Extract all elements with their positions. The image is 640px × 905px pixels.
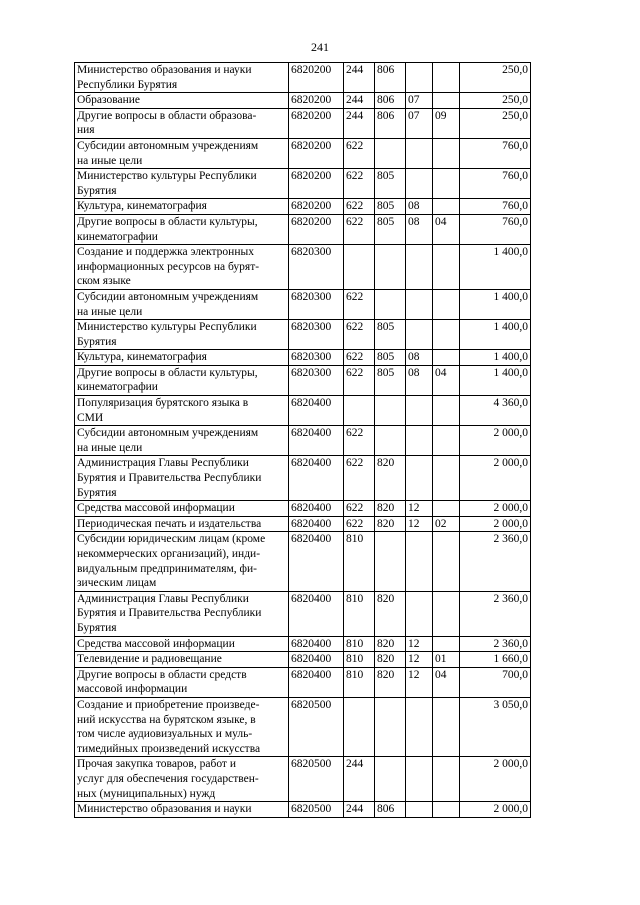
row-sum-cell: 250,0 (460, 63, 531, 93)
row-vr-cell: 244 (344, 93, 375, 109)
table-row (75, 245, 531, 290)
row-rz-cell: 12 (406, 516, 433, 532)
row-rz-cell: 12 (406, 667, 433, 697)
row-pr-cell (433, 636, 460, 652)
row-name-cell: Создание и приобретение произведе- ний искусства на бурятском языке, в том числе аудиовизуальных и муль- тимедийных произведений искусства (75, 698, 289, 757)
row-sum-cell: 2 360,0 (460, 532, 531, 591)
row-pr-cell: 02 (433, 516, 460, 532)
row-pr-cell (433, 698, 460, 757)
row-vr-cell: 622 (344, 516, 375, 532)
table-row (75, 93, 531, 109)
row-sum-cell: 3 050,0 (460, 698, 531, 757)
row-grbs-cell: 820 (375, 667, 406, 697)
row-vr-cell (344, 698, 375, 757)
row-grbs-cell (375, 532, 406, 591)
row-vr-cell: 810 (344, 667, 375, 697)
row-name-cell: Министерство культуры Республики Бурятия (75, 320, 289, 350)
row-rz-cell: 08 (406, 350, 433, 366)
table-row (75, 501, 531, 517)
row-rz-cell (406, 245, 433, 290)
row-sum-cell: 4 360,0 (460, 396, 531, 426)
row-csr-cell: 6820200 (289, 108, 344, 138)
table-row (75, 320, 531, 350)
row-vr-cell: 810 (344, 591, 375, 636)
table-row (75, 350, 531, 366)
row-pr-cell: 04 (433, 667, 460, 697)
row-name-cell: Администрация Главы Республики Бурятия и Правительства Республики Бурятия (75, 591, 289, 636)
row-pr-cell (433, 591, 460, 636)
row-rz-cell (406, 591, 433, 636)
row-csr-cell: 6820400 (289, 532, 344, 591)
row-grbs-cell (375, 757, 406, 802)
table-row (75, 138, 531, 168)
row-rz-cell (406, 63, 433, 93)
table-row (75, 757, 531, 802)
row-name-cell: Популяризация бурятского языка в СМИ (75, 396, 289, 426)
row-grbs-cell: 820 (375, 516, 406, 532)
row-grbs-cell: 805 (375, 199, 406, 215)
row-vr-cell: 622 (344, 138, 375, 168)
row-name-cell: Министерство образования и науки (75, 802, 289, 818)
row-pr-cell (433, 350, 460, 366)
row-vr-cell: 244 (344, 63, 375, 93)
row-pr-cell (433, 456, 460, 501)
row-pr-cell (433, 501, 460, 517)
row-grbs-cell: 805 (375, 365, 406, 395)
row-pr-cell (433, 169, 460, 199)
row-sum-cell: 1 400,0 (460, 245, 531, 290)
row-name-cell: Телевидение и радиовещание (75, 652, 289, 668)
row-rz-cell (406, 169, 433, 199)
row-grbs-cell: 805 (375, 214, 406, 244)
row-pr-cell (433, 93, 460, 109)
row-grbs-cell: 820 (375, 636, 406, 652)
row-name-cell: Другие вопросы в области средств массовой информации (75, 667, 289, 697)
table-row (75, 214, 531, 244)
row-rz-cell: 08 (406, 365, 433, 395)
row-sum-cell: 2 000,0 (460, 802, 531, 818)
row-rz-cell: 08 (406, 214, 433, 244)
row-grbs-cell: 805 (375, 350, 406, 366)
row-sum-cell: 250,0 (460, 108, 531, 138)
row-grbs-cell (375, 245, 406, 290)
row-name-cell: Субсидии автономным учреждениям на иные цели (75, 289, 289, 319)
row-grbs-cell (375, 289, 406, 319)
table-row (75, 532, 531, 591)
row-vr-cell: 810 (344, 532, 375, 591)
row-grbs-cell (375, 138, 406, 168)
row-grbs-cell (375, 396, 406, 426)
row-grbs-cell (375, 426, 406, 456)
row-csr-cell: 6820200 (289, 93, 344, 109)
table-row (75, 199, 531, 215)
row-pr-cell (433, 199, 460, 215)
row-rz-cell: 12 (406, 652, 433, 668)
row-name-cell: Другие вопросы в области культуры, кинематографии (75, 214, 289, 244)
row-name-cell: Другие вопросы в области образова- ния (75, 108, 289, 138)
row-rz-cell: 07 (406, 93, 433, 109)
row-sum-cell: 760,0 (460, 199, 531, 215)
table-row (75, 456, 531, 501)
row-grbs-cell: 806 (375, 63, 406, 93)
row-sum-cell: 1 400,0 (460, 365, 531, 395)
row-sum-cell: 1 660,0 (460, 652, 531, 668)
row-grbs-cell: 820 (375, 501, 406, 517)
row-rz-cell (406, 138, 433, 168)
row-pr-cell (433, 802, 460, 818)
row-csr-cell: 6820400 (289, 591, 344, 636)
row-rz-cell (406, 396, 433, 426)
row-csr-cell: 6820200 (289, 169, 344, 199)
row-vr-cell: 622 (344, 456, 375, 501)
row-csr-cell: 6820400 (289, 426, 344, 456)
row-name-cell: Другие вопросы в области культуры, кинематографии (75, 365, 289, 395)
row-csr-cell: 6820500 (289, 698, 344, 757)
row-name-cell: Средства массовой информации (75, 501, 289, 517)
row-name-cell: Образование (75, 93, 289, 109)
row-rz-cell (406, 426, 433, 456)
page-number: 241 (311, 40, 329, 54)
row-name-cell: Администрация Главы Республики Бурятия и Правительства Республики Бурятия (75, 456, 289, 501)
table-row (75, 591, 531, 636)
row-csr-cell: 6820300 (289, 245, 344, 290)
row-csr-cell: 6820300 (289, 289, 344, 319)
row-sum-cell: 1 400,0 (460, 289, 531, 319)
table-row (75, 169, 531, 199)
table-row (75, 365, 531, 395)
row-name-cell: Культура, кинематография (75, 350, 289, 366)
row-pr-cell (433, 320, 460, 350)
row-rz-cell (406, 456, 433, 501)
row-pr-cell (433, 396, 460, 426)
row-name-cell: Субсидии автономным учреждениям на иные цели (75, 426, 289, 456)
row-vr-cell: 622 (344, 169, 375, 199)
row-csr-cell: 6820400 (289, 516, 344, 532)
table-row (75, 108, 531, 138)
row-pr-cell: 04 (433, 365, 460, 395)
row-name-cell: Создание и поддержка электронных информационных ресурсов на бурят- ском языке (75, 245, 289, 290)
row-pr-cell: 04 (433, 214, 460, 244)
row-vr-cell: 622 (344, 320, 375, 350)
row-sum-cell: 1 400,0 (460, 350, 531, 366)
row-csr-cell: 6820400 (289, 456, 344, 501)
row-csr-cell: 6820200 (289, 214, 344, 244)
row-vr-cell: 244 (344, 757, 375, 802)
row-grbs-cell: 806 (375, 802, 406, 818)
row-csr-cell: 6820500 (289, 757, 344, 802)
row-name-cell: Периодическая печать и издательства (75, 516, 289, 532)
table-row (75, 516, 531, 532)
table-row (75, 396, 531, 426)
row-csr-cell: 6820400 (289, 396, 344, 426)
row-vr-cell: 244 (344, 108, 375, 138)
row-name-cell: Культура, кинематография (75, 199, 289, 215)
row-vr-cell: 622 (344, 365, 375, 395)
row-sum-cell: 2 000,0 (460, 757, 531, 802)
row-vr-cell: 622 (344, 350, 375, 366)
row-name-cell: Прочая закупка товаров, работ и услуг для обеспечения государствен- ных (муниципальных) нужд (75, 757, 289, 802)
row-csr-cell: 6820400 (289, 636, 344, 652)
row-rz-cell: 08 (406, 199, 433, 215)
row-pr-cell: 01 (433, 652, 460, 668)
table-row (75, 652, 531, 668)
row-sum-cell: 2 000,0 (460, 501, 531, 517)
row-pr-cell (433, 289, 460, 319)
row-pr-cell (433, 426, 460, 456)
row-rz-cell (406, 289, 433, 319)
row-vr-cell: 622 (344, 289, 375, 319)
row-rz-cell (406, 698, 433, 757)
row-sum-cell: 2 000,0 (460, 456, 531, 501)
row-rz-cell (406, 757, 433, 802)
row-rz-cell (406, 320, 433, 350)
row-rz-cell: 12 (406, 636, 433, 652)
row-vr-cell: 622 (344, 426, 375, 456)
table-row (75, 63, 531, 93)
row-grbs-cell: 820 (375, 456, 406, 501)
row-csr-cell: 6820400 (289, 667, 344, 697)
row-sum-cell: 2 360,0 (460, 636, 531, 652)
row-pr-cell (433, 63, 460, 93)
budget-table-body (75, 63, 531, 818)
row-csr-cell: 6820300 (289, 365, 344, 395)
row-sum-cell: 2 000,0 (460, 426, 531, 456)
table-row (75, 667, 531, 697)
row-grbs-cell: 805 (375, 169, 406, 199)
table-row (75, 426, 531, 456)
table-row (75, 802, 531, 818)
row-name-cell: Министерство культуры Республики Бурятия (75, 169, 289, 199)
row-sum-cell: 2 360,0 (460, 591, 531, 636)
row-sum-cell: 760,0 (460, 214, 531, 244)
row-pr-cell (433, 138, 460, 168)
row-sum-cell: 700,0 (460, 667, 531, 697)
row-csr-cell: 6820400 (289, 652, 344, 668)
row-vr-cell: 244 (344, 802, 375, 818)
row-vr-cell: 622 (344, 501, 375, 517)
row-sum-cell: 1 400,0 (460, 320, 531, 350)
table-row (75, 289, 531, 319)
row-rz-cell: 12 (406, 501, 433, 517)
table-row (75, 636, 531, 652)
row-vr-cell: 622 (344, 199, 375, 215)
row-csr-cell: 6820300 (289, 350, 344, 366)
row-name-cell: Министерство образования и науки Республики Бурятия (75, 63, 289, 93)
row-name-cell: Субсидии юридическим лицам (кроме некоммерческих организаций), инди- видуальным предпринимателям, фи- зическим лицам (75, 532, 289, 591)
row-csr-cell: 6820200 (289, 199, 344, 215)
row-grbs-cell: 806 (375, 108, 406, 138)
row-rz-cell (406, 532, 433, 591)
row-grbs-cell: 820 (375, 652, 406, 668)
row-rz-cell: 07 (406, 108, 433, 138)
row-sum-cell: 760,0 (460, 138, 531, 168)
row-pr-cell: 09 (433, 108, 460, 138)
row-pr-cell (433, 245, 460, 290)
row-pr-cell (433, 532, 460, 591)
row-csr-cell: 6820200 (289, 63, 344, 93)
row-vr-cell: 810 (344, 636, 375, 652)
row-sum-cell: 250,0 (460, 93, 531, 109)
row-sum-cell: 2 000,0 (460, 516, 531, 532)
row-vr-cell: 810 (344, 652, 375, 668)
row-csr-cell: 6820200 (289, 138, 344, 168)
row-name-cell: Субсидии автономным учреждениям на иные цели (75, 138, 289, 168)
row-sum-cell: 760,0 (460, 169, 531, 199)
table-row (75, 698, 531, 757)
row-rz-cell (406, 802, 433, 818)
row-name-cell: Средства массовой информации (75, 636, 289, 652)
row-vr-cell: 622 (344, 214, 375, 244)
budget-table (74, 62, 531, 818)
row-csr-cell: 6820500 (289, 802, 344, 818)
row-csr-cell: 6820300 (289, 320, 344, 350)
row-csr-cell: 6820400 (289, 501, 344, 517)
row-grbs-cell: 806 (375, 93, 406, 109)
row-grbs-cell: 805 (375, 320, 406, 350)
row-grbs-cell (375, 698, 406, 757)
row-pr-cell (433, 757, 460, 802)
row-vr-cell (344, 396, 375, 426)
row-grbs-cell: 820 (375, 591, 406, 636)
row-vr-cell (344, 245, 375, 290)
